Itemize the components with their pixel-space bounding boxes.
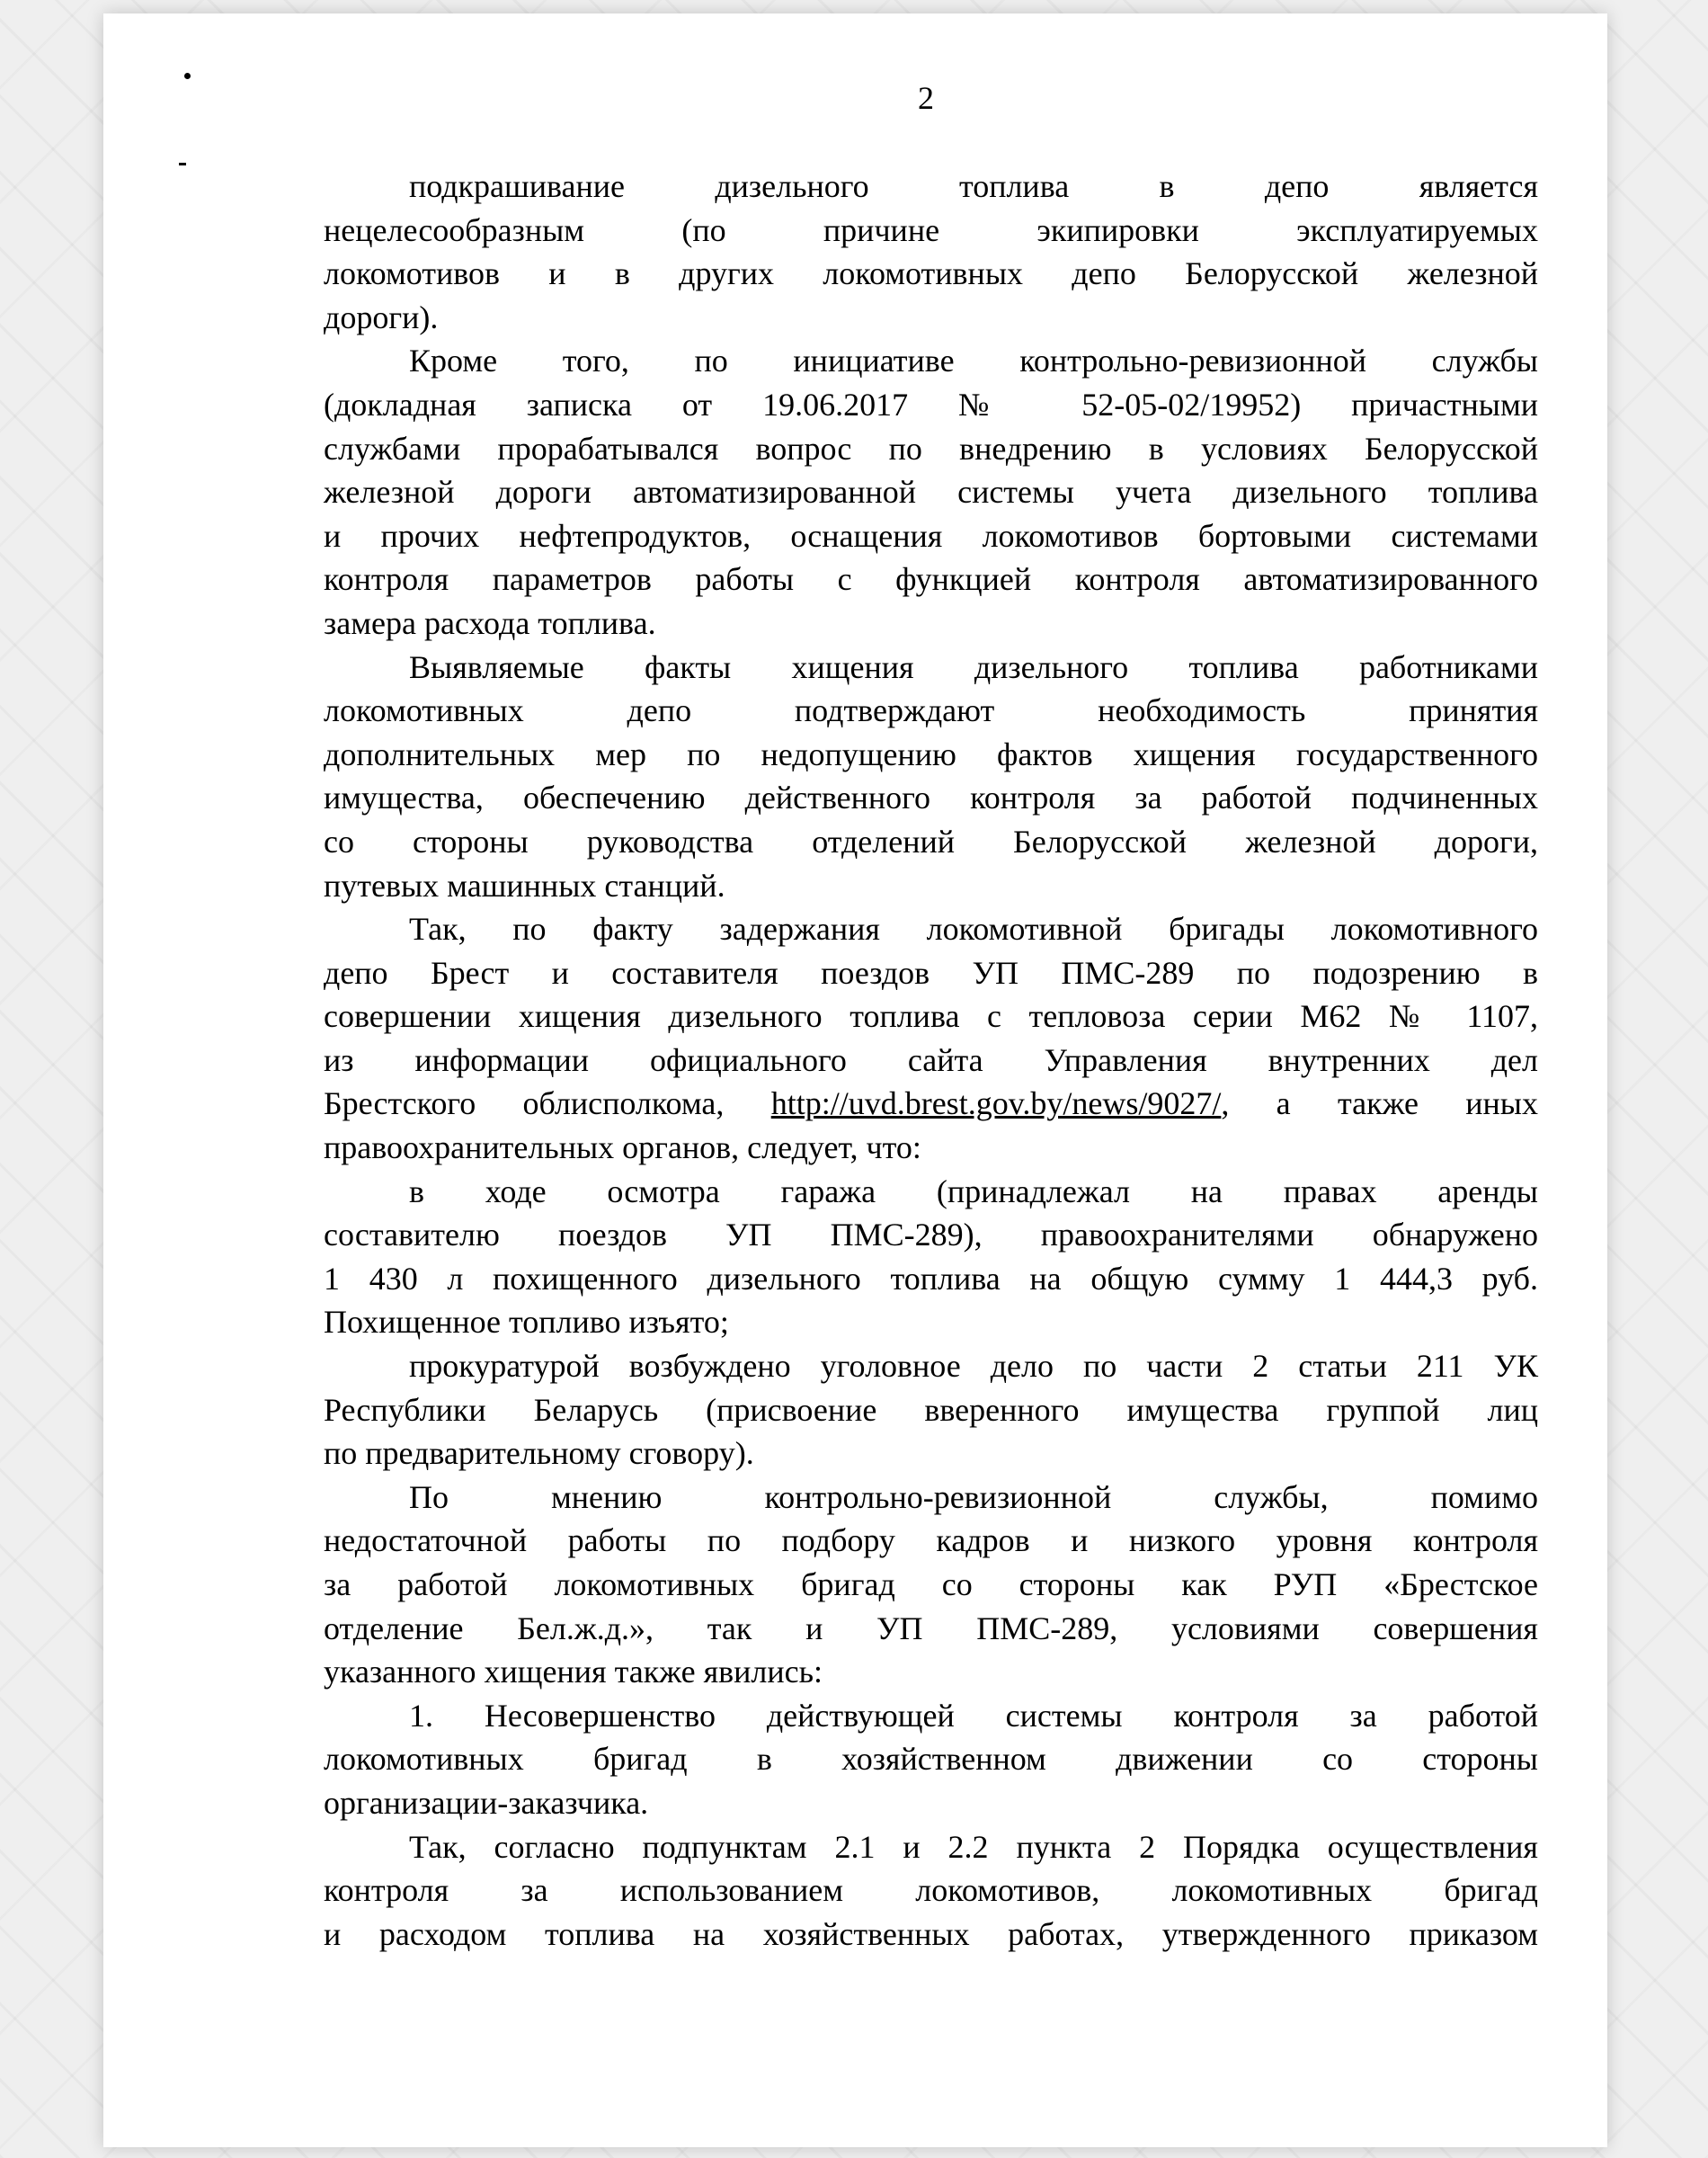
paragraph [324,646,1538,908]
text-line: подкрашивание дизельного топлива в депо является [409,168,1538,204]
text-line: Выявляемые факты хищения дизельного топлива работниками [409,648,1538,685]
paragraph [324,1825,1538,1957]
paragraph [324,339,1538,645]
text-line: контроля за использованием локомотивов, локомотивных бригад [324,1872,1538,1909]
text-line: Похищенное топливо изъято; [324,1304,729,1341]
text-line: службами прорабатывался вопрос по внедрению в условиях Белорусской [324,430,1538,467]
text-line: нецелесообразным (по причине экипировки эксплуатируемых [324,211,1538,248]
page-number: 2 [918,80,934,116]
text-line: составителю поездов УП ПМС-289), правоохранителями обнаружено [324,1217,1538,1253]
text-line: локомотивных депо подтверждают необходимость принятия [324,692,1538,729]
text-line: Так, согласно подпунктам 2.1 и 2.2 пункта 2 Порядка осуществления [409,1828,1538,1865]
text-line: имущества, обеспечению действенного контроля за работой подчиненных [324,780,1538,816]
text-line: по предварительному сговору). [324,1435,754,1472]
text-line: организации-заказчика. [324,1784,649,1821]
text-line: в ходе осмотра гаража (принадлежал на правах аренды [409,1173,1538,1209]
paragraph [324,907,1538,1170]
text-line: 1 430 л похищенного дизельного топлива на общую сумму 1 444,3 руб. [324,1260,1538,1297]
text-line: Кроме того, по инициативе контрольно-ревизионной службы [409,343,1538,379]
text-line: локомотивов и в других локомотивных депо Белорусской железной [324,255,1538,292]
text-line: недостаточной работы по подбору кадров и низкого уровня контроля [324,1522,1538,1559]
paragraph [324,1170,1538,1344]
text-line: путевых машинных станций. [324,867,725,904]
text-line: Республики Беларусь (присвоение вверенного имущества группой лиц [324,1391,1538,1428]
text-segment: Брестского облисполкома, [324,1085,771,1122]
text-segment: , а также иных [1221,1085,1538,1122]
paragraph [324,1476,1538,1694]
text-line: депо Брест и составителя поездов УП ПМС-289 по подозрению в [324,954,1538,991]
text-line: контроля параметров работы с функцией контроля автоматизированного [324,561,1538,598]
scan-dot-mark [184,73,191,79]
text-line [324,1082,1538,1126]
source-link[interactable]: http://uvd.brest.gov.by/news/9027/ [770,1085,1222,1122]
text-line: за работой локомотивных бригад со стороны как РУП «Брестское [324,1566,1538,1602]
text-line: указанного хищения также явились: [324,1654,823,1690]
scan-dash-mark [179,163,186,165]
text-line: совершении хищения дизельного топлива с тепловоза серии М62 № 1107, [324,998,1538,1035]
text-line: отделение Бел.ж.д.», так и УП ПМС-289, условиями совершения [324,1610,1538,1646]
text-line: дороги). [324,299,439,335]
text-line: дополнительных мер по недопущению фактов хищения государственного [324,736,1538,772]
text-line: локомотивных бригад в хозяйственном движении со стороны [324,1741,1538,1778]
text-line: и прочих нефтепродуктов, оснащения локомотивов бортовыми системами [324,517,1538,554]
text-line: Так, по факту задержания локомотивной бригады локомотивного [409,911,1538,948]
text-line: прокуратурой возбуждено уголовное дело по части 2 статьи 211 УК [409,1348,1538,1385]
text-line: замера расхода топлива. [324,604,656,641]
text-line: правоохранительных органов, следует, что: [324,1129,921,1166]
text-line: (докладная записка от 19.06.2017 № 52-05-02/19952) причастными [324,386,1538,423]
paragraph [324,1344,1538,1476]
text-line: со стороны руководства отделений Белорусской железной дороги, [324,823,1538,860]
text-line: и расходом топлива на хозяйственных работах, утвержденного приказом [324,1915,1538,1952]
text-line: железной дороги автоматизированной системы учета дизельного топлива [324,474,1538,511]
text-line: По мнению контрольно-ревизионной службы, помимо [409,1478,1538,1515]
text-line: 1. Несовершенство действующей системы контроля за работой [409,1697,1538,1734]
paragraph [324,1694,1538,1825]
paragraph [324,165,1538,339]
document-body [324,165,1538,1956]
text-line: из информации официального сайта Управления внутренних дел [324,1041,1538,1078]
